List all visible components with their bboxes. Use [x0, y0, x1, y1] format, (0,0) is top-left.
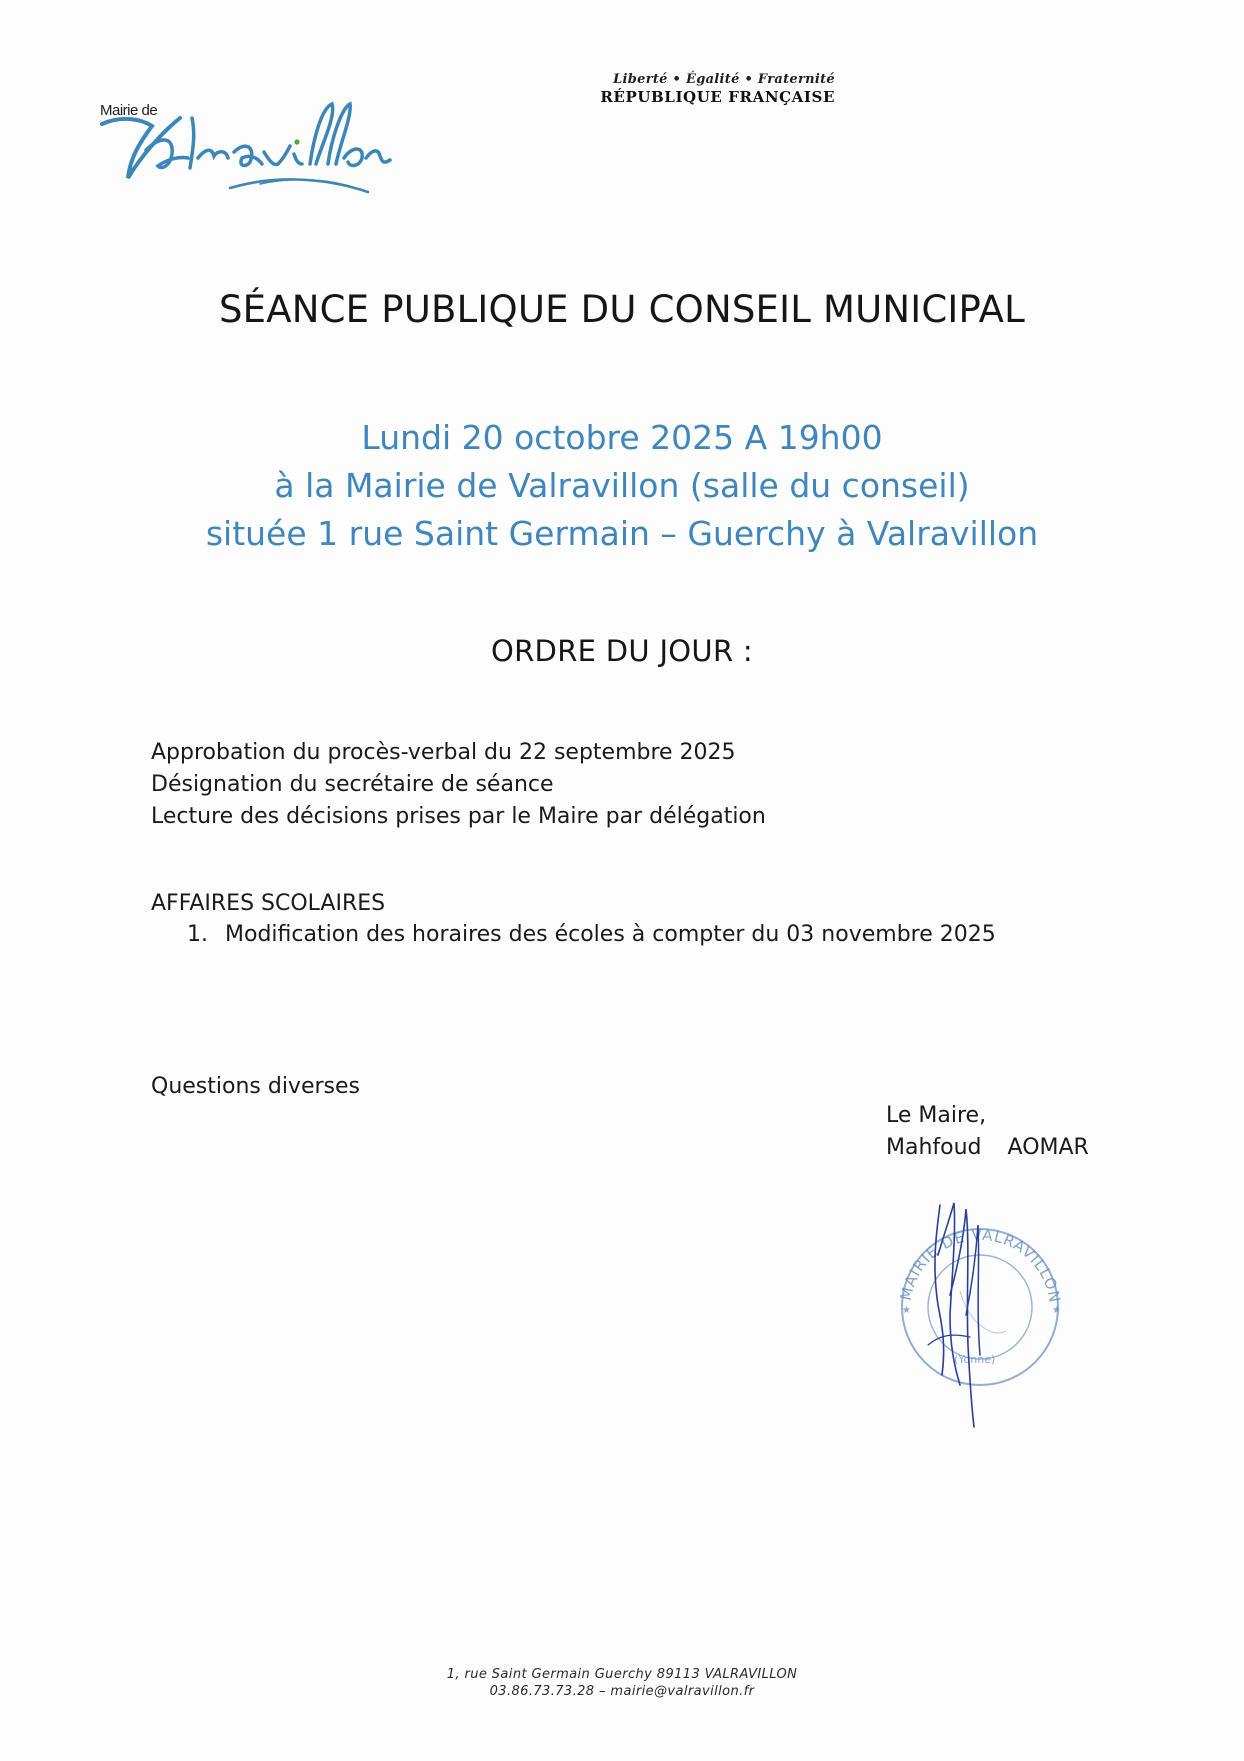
- republic-motto: Liberté • Égalité • Fraternité: [613, 72, 835, 87]
- signatory-first-name: Mahfoud: [886, 1135, 982, 1160]
- mairie-logo: [100, 92, 440, 222]
- agenda-numbered-item: [187, 919, 996, 951]
- svg-text:MAIRIE DE VALRAVILLON: MAIRIE DE VALRAVILLON: [896, 1225, 1064, 1305]
- session-address: située 1 rue Saint Germain – Guerchy à Valravillon: [205, 514, 1039, 553]
- agenda-item: Approbation du procès-verbal du 22 septembre 2025: [151, 740, 736, 765]
- official-stamp-and-signature: [880, 1195, 1080, 1435]
- session-venue: à la Mairie de Valravillon (salle du conseil): [274, 466, 970, 505]
- agenda-items: [151, 737, 766, 833]
- logo-script-wordmark: [100, 96, 440, 221]
- agenda-questions: Questions diverses: [151, 1074, 360, 1099]
- signature-block: [886, 1100, 1089, 1164]
- agenda-item-text: Modification des horaires des écoles à compter du 03 novembre 2025: [225, 922, 996, 947]
- signatory-role: Le Maire,: [886, 1103, 987, 1128]
- signatory-name: [886, 1132, 1089, 1164]
- session-date: Lundi 20 octobre 2025 A 19h00: [361, 418, 883, 457]
- agenda-item: Lecture des décisions prises par le Maire par délégation: [151, 804, 766, 829]
- document-footer: [0, 1666, 1244, 1700]
- agenda-section-title: AFFAIRES SCOLAIRES: [151, 891, 386, 916]
- agenda-heading: ORDRE DU JOUR :: [490, 634, 754, 668]
- footer-address: 1, rue Saint Germain Guerchy 89113 VALRAVILLON: [446, 1667, 798, 1682]
- svg-text:★: ★: [902, 1305, 911, 1316]
- svg-text:★: ★: [1052, 1305, 1061, 1316]
- republic-header: [535, 72, 835, 106]
- agenda-item-number: 1.: [187, 922, 208, 947]
- agenda-item: Désignation du secrétaire de séance: [151, 772, 554, 797]
- footer-contact: 03.86.73.73.28 – mairie@valravillon.fr: [489, 1684, 755, 1699]
- logo-prefix: Mairie de: [100, 102, 158, 119]
- signatory-last-name: AOMAR: [1007, 1135, 1089, 1160]
- svg-text:(Yonne): (Yonne): [954, 1353, 996, 1366]
- session-info: [0, 414, 1244, 558]
- republic-name: RÉPUBLIQUE FRANÇAISE: [600, 88, 835, 106]
- document-title: SÉANCE PUBLIQUE DU CONSEIL MUNICIPAL: [218, 288, 1025, 331]
